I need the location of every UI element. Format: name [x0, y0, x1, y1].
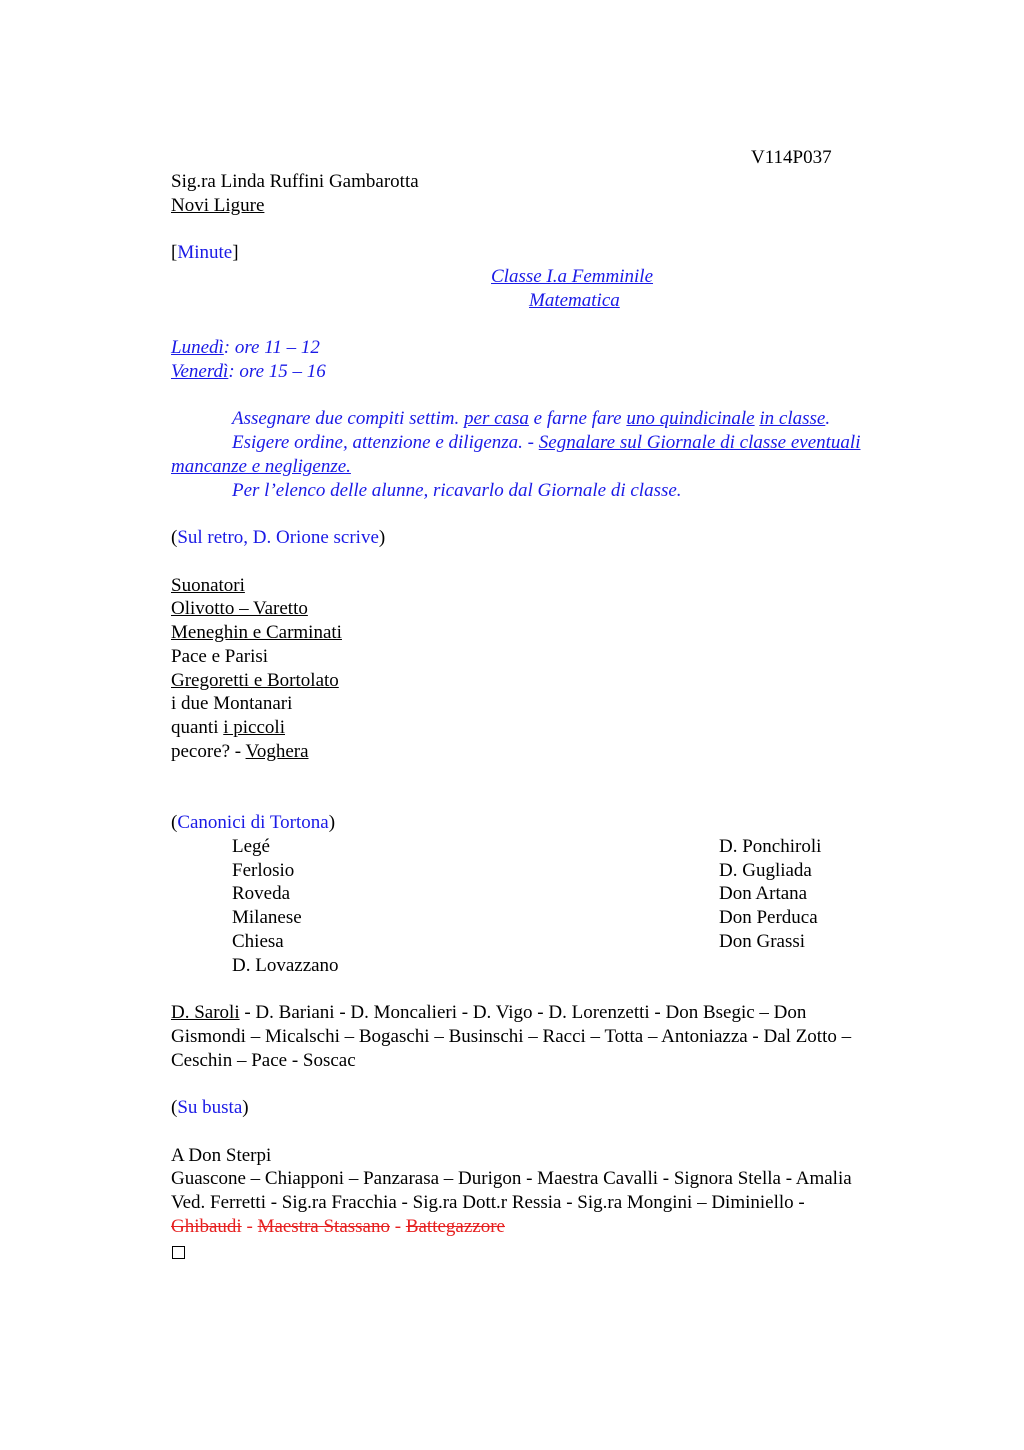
canonico-right: D. Gugliada [719, 860, 812, 881]
instr-1d: uno quindicinale [626, 408, 755, 429]
suonatori-line [171, 740, 309, 764]
recipient: Sig.ra Linda Ruffini Gambarotta [171, 171, 419, 192]
struck-name: Battegazzore [405, 1216, 505, 1237]
canonico-left: Roveda [232, 883, 291, 904]
hours-monday: : ore 11 – 12 [223, 337, 320, 358]
canonico-left: Ferlosio [232, 860, 295, 881]
struck-name: Ghibaudi [171, 1216, 242, 1237]
busta-line-struck [171, 1215, 505, 1239]
instruction-line-3: mancanze e negligenze. [171, 456, 351, 477]
class-subject: Matematica [529, 290, 620, 311]
name-first: D. Saroli [171, 1002, 240, 1023]
text-span: i piccoli [223, 717, 285, 738]
separator: - [390, 1216, 406, 1237]
empty-box-symbol [172, 1243, 185, 1265]
suonatori-line [171, 716, 285, 740]
names-line-2: Gismondi – Micalschi – Bogaschi – Businschi – Racci – Totta – Antoniazza - Dal Zotto – [171, 1026, 852, 1047]
names-rest: - D. Bariani - D. Moncalieri - D. Vigo - D. Lorenzetti - Don Bsegic – Don [239, 1002, 807, 1023]
canonico-right: Don Artana [719, 883, 808, 904]
canonico-left: Legé [232, 836, 270, 857]
schedule-friday [171, 360, 326, 384]
separator: - [241, 1216, 258, 1237]
suonatori-line: Pace e Parisi [171, 646, 269, 667]
retro-heading-text: Sul retro, D. Orione scrive [177, 527, 379, 548]
instr-1a: Assegnare due compiti settim. [232, 408, 465, 429]
instr-1b: per casa [464, 408, 529, 429]
schedule-monday [171, 336, 320, 360]
day-monday: Lunedì [171, 337, 224, 358]
place: Novi Ligure [171, 195, 265, 216]
instr-1g: . [825, 408, 831, 429]
minute-text: Minute [177, 242, 233, 263]
canonici-heading: (Canonici di Tortona) [171, 812, 336, 833]
canonico-left: D. Lovazzano [232, 955, 339, 976]
busta-line-2: Guascone – Chiapponi – Panzarasa – Durigon - Maestra Cavalli - Signora Stella - Amalia [171, 1168, 852, 1189]
canonico-left: Milanese [232, 907, 302, 928]
struck-name: Maestra Stassano [257, 1216, 390, 1237]
instruction-line-1 [232, 407, 830, 431]
day-friday: Venerdì [171, 361, 229, 382]
suonatori-line: Gregoretti e Bortolato [171, 670, 339, 691]
text-span: quanti [171, 717, 224, 738]
suonatori-line: Meneghin e Carminati [171, 622, 342, 643]
text-span: Voghera [245, 741, 309, 762]
canonico-right: Don Grassi [719, 931, 806, 952]
busta-line-3: Ved. Ferretti - Sig.ra Fracchia - Sig.ra Dott.r Ressia - Sig.ra Mongini – Diminiello - [171, 1192, 805, 1213]
canonici-heading-text: Canonici di Tortona [177, 812, 329, 833]
suonatori-line: Olivotto – Varetto [171, 598, 308, 619]
instr-2b: Segnalare sul Giornale di classe eventuali [538, 432, 861, 453]
retro-heading: (Sul retro, D. Orione scrive) [171, 527, 386, 548]
names-line-3: Ceschin – Pace - Soscac [171, 1050, 356, 1071]
class-title: Classe I.a Femminile [491, 266, 654, 287]
minute-label: [Minute] [171, 242, 239, 263]
instruction-line-4: Per l’elenco delle alunne, ricavarlo dal Giornale di classe. [232, 480, 682, 501]
busta-heading-text: Su busta [177, 1097, 243, 1118]
instruction-line-2 [232, 431, 860, 455]
busta-line-1: A Don Sterpi [171, 1145, 272, 1166]
hours-friday: : ore 15 – 16 [228, 361, 326, 382]
document-code: V114P037 [751, 147, 832, 168]
canonico-left: Chiesa [232, 931, 284, 952]
square-icon [172, 1246, 185, 1259]
canonico-right: D. Ponchiroli [719, 836, 822, 857]
instr-1c: e farne fare [528, 408, 627, 429]
instr-2a: Esigere ordine, attenzione e diligenza. - [232, 432, 539, 453]
instr-1f: in classe [759, 408, 826, 429]
canonico-right: Don Perduca [719, 907, 818, 928]
names-line-1 [171, 1001, 806, 1025]
text-span: pecore? - [171, 741, 246, 762]
suonatori-heading: Suonatori [171, 575, 245, 596]
busta-heading: (Su busta) [171, 1097, 249, 1118]
suonatori-line: i due Montanari [171, 693, 293, 714]
